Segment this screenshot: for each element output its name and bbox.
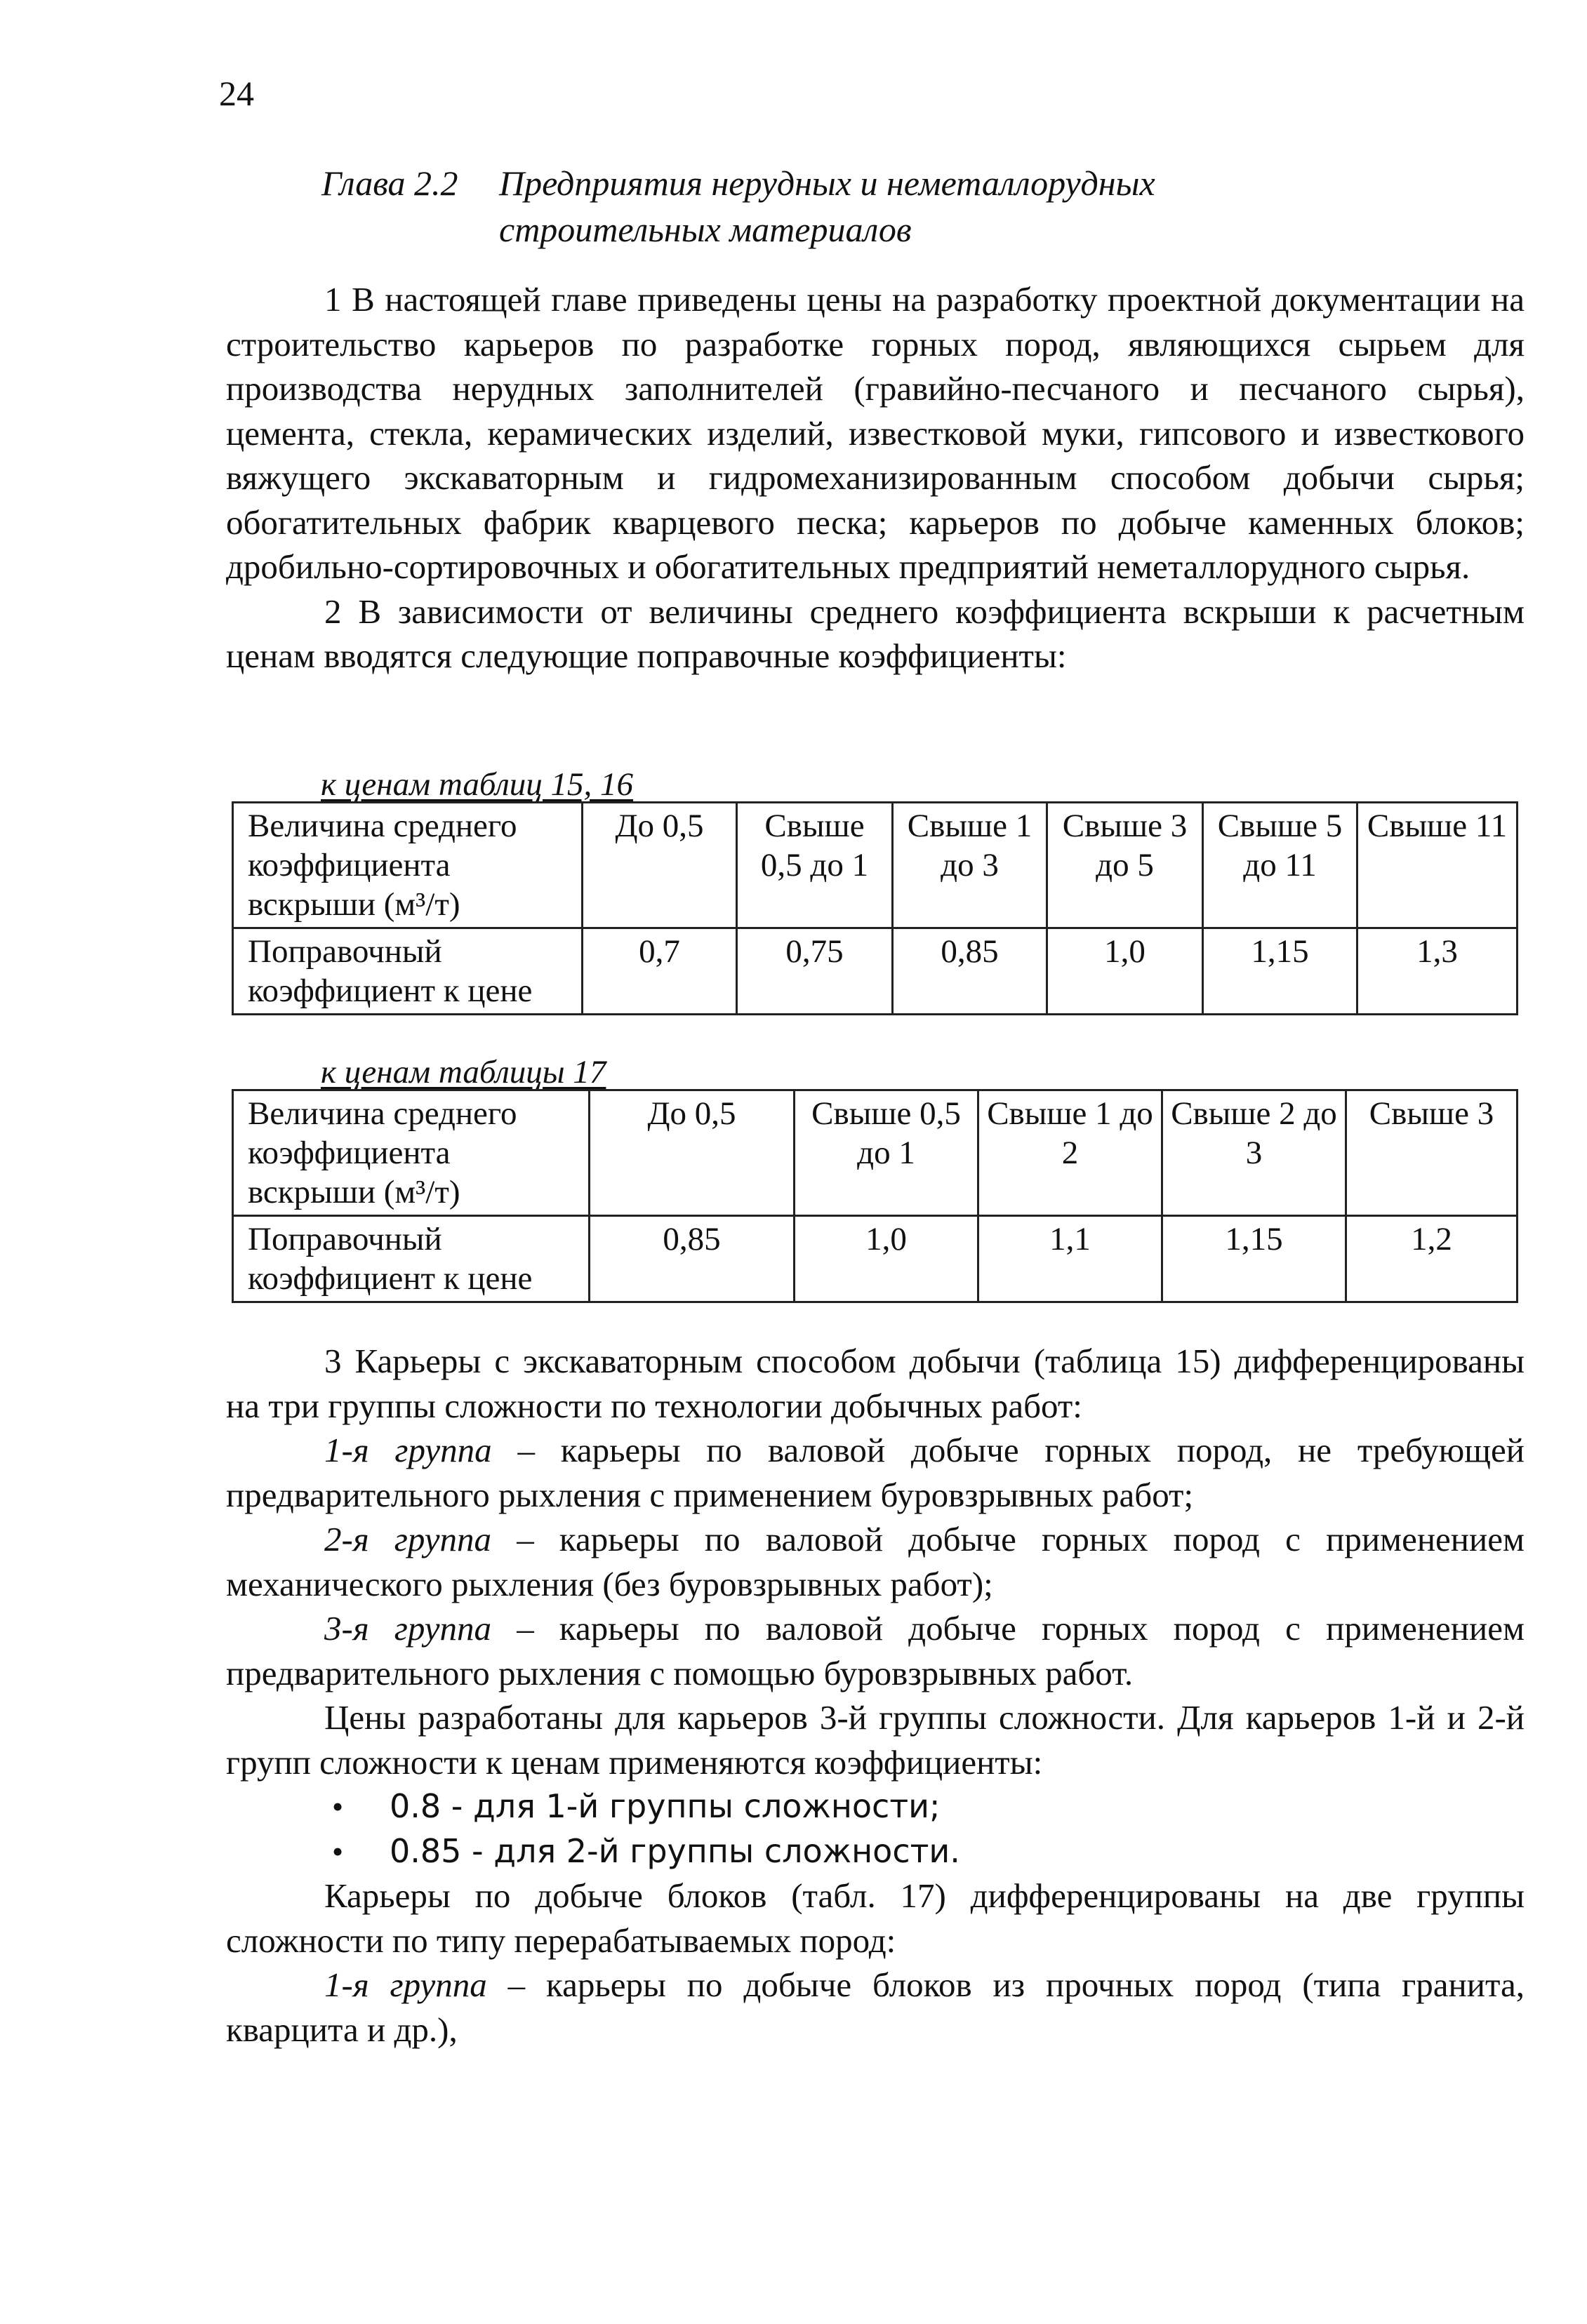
block-group-1-label: 1-я группа [324,1965,487,2004]
table2-caption-text: к ценам таблицы 17 [321,1054,606,1090]
paragraph-2: 2 В зависимости от величины среднего коэффициента вскрыши к расчетным ценам вводятся следующие поправочные коэффициенты: [226,592,1525,675]
table-column-header: Свыше 11 [1357,803,1518,928]
page-number: 24 [219,74,254,113]
table-cell: 1,0 [795,1216,978,1302]
table-cell: 1,3 [1357,928,1518,1015]
table2-caption [321,1056,606,1089]
coefficient-list [226,1784,1525,1874]
group-1-label: 1-я группа [324,1431,492,1469]
chapter-label: Глава 2.2 [321,163,458,203]
block-group-1-text: – карьеры по добыче блоков из прочных пород (типа гранита, кварцита и др.), [226,1965,1525,2049]
group-3-text: – карьеры по валовой добыче горных пород с применением предварительного рыхления с помощью буровзрывных работ. [226,1609,1525,1692]
group-1-item [226,1428,1525,1517]
group-2-label: 2-я группа [324,1520,492,1558]
list-item-text: 0.8 - для 1-й группы сложности; [390,1787,941,1825]
table-cell: 0,85 [590,1216,795,1302]
group-3-item [226,1606,1525,1695]
table-row [233,928,1518,1015]
chapter-title-line2: строительных материалов [499,210,912,249]
table-row [233,1090,1518,1216]
intro-section [226,277,1525,679]
table-column-header: Свыше 1 до 3 [893,803,1047,928]
paragraph-4: Цены разработаны для карьеров 3-й группы сложности. Для карьеров 1-й и 2-й групп сложности к ценам применяются коэффициенты: [226,1698,1525,1782]
table-column-header: Свыше 3 до 5 [1047,803,1203,928]
table-cell: 1,15 [1203,928,1357,1015]
table-row-header: Поправочный коэффициент к цене [233,1216,590,1302]
block-group-1-item [226,1963,1525,2052]
group-2-item [226,1517,1525,1606]
table-row [233,803,1518,928]
paragraph-3: 3 Карьеры с экскаваторным способом добычи (таблица 15) дифференцированы на три группы сложности по технологии добычных работ: [226,1342,1525,1425]
group-3-label: 3-я группа [324,1609,492,1648]
table-column-header: Свыше 5 до 11 [1203,803,1357,928]
group-1-text: – карьеры по валовой добыче горных пород, не требующей предварительного рыхления с применением буровзрывных работ; [226,1431,1525,1514]
list-item-text: 0.85 - для 2-й группы сложности. [390,1831,960,1870]
chapter-title [321,160,1515,253]
bullet-icon: • [332,1789,344,1824]
list-item [326,1829,1525,1874]
table-cell: 1,0 [1047,928,1203,1015]
coefficient-table-1 [232,801,1516,1015]
table-row-header: Поправочный коэффициент к цене [233,928,583,1015]
table1-caption [321,768,633,801]
table-column-header: До 0,5 [583,803,737,928]
table-column-header: Свыше 0,5 до 1 [737,803,893,928]
group-2-text: – карьеры по валовой добыче горных пород с применением механического рыхления (без буровзрывных работ); [226,1520,1525,1603]
table-column-header: Свыше 1 до 2 [978,1090,1162,1216]
table-cell: 0,7 [583,928,737,1015]
table-cell: 0,85 [893,928,1047,1015]
table-column-header: Свыше 3 [1346,1090,1518,1216]
table-column-header: Свыше 2 до 3 [1162,1090,1346,1216]
table-cell: 1,2 [1346,1216,1518,1302]
bullet-icon: • [332,1833,344,1869]
table-column-header: До 0,5 [590,1090,795,1216]
table-row-header: Величина среднего коэффициента вскрыши (м³/т) [233,1090,590,1216]
paragraph-5: Карьеры по добыче блоков (табл. 17) дифференцированы на две группы сложности по типу перерабатываемых пород: [226,1876,1525,1960]
table-column-header: Свыше 0,5 до 1 [795,1090,978,1216]
table-row [233,1216,1518,1302]
table-cell: 0,75 [737,928,893,1015]
chapter-title-line1: Предприятия нерудных и неметаллорудных [499,163,1155,203]
table-row-header: Величина среднего коэффициента вскрыши (м³/т) [233,803,583,928]
list-item [326,1784,1525,1829]
groups-section [226,1339,1525,2052]
coefficient-table-2 [232,1089,1516,1303]
table-cell: 1,1 [978,1216,1162,1302]
table-cell: 1,15 [1162,1216,1346,1302]
paragraph-1: 1 В настоящей главе приведены цены на разработку проектной документации на строительство карьеров по разработке горных пород, являющихся сырьем для производства нерудных заполнителей (гравийно-песчаного и песчаного сырья), цемента, стекла, керамических изделий, известковой муки, гипсового и известкового вяжущего экскаваторным и гидромеханизированным способом добычи сырья; обогатительных фабрик кварцевого песка; карьеров по добыче каменных блоков; дробильно-сортировочных и обогатительных предприятий неметаллорудного сырья. [226,280,1525,586]
table1-caption-text: к ценам таблиц 15, 16 [321,766,634,803]
